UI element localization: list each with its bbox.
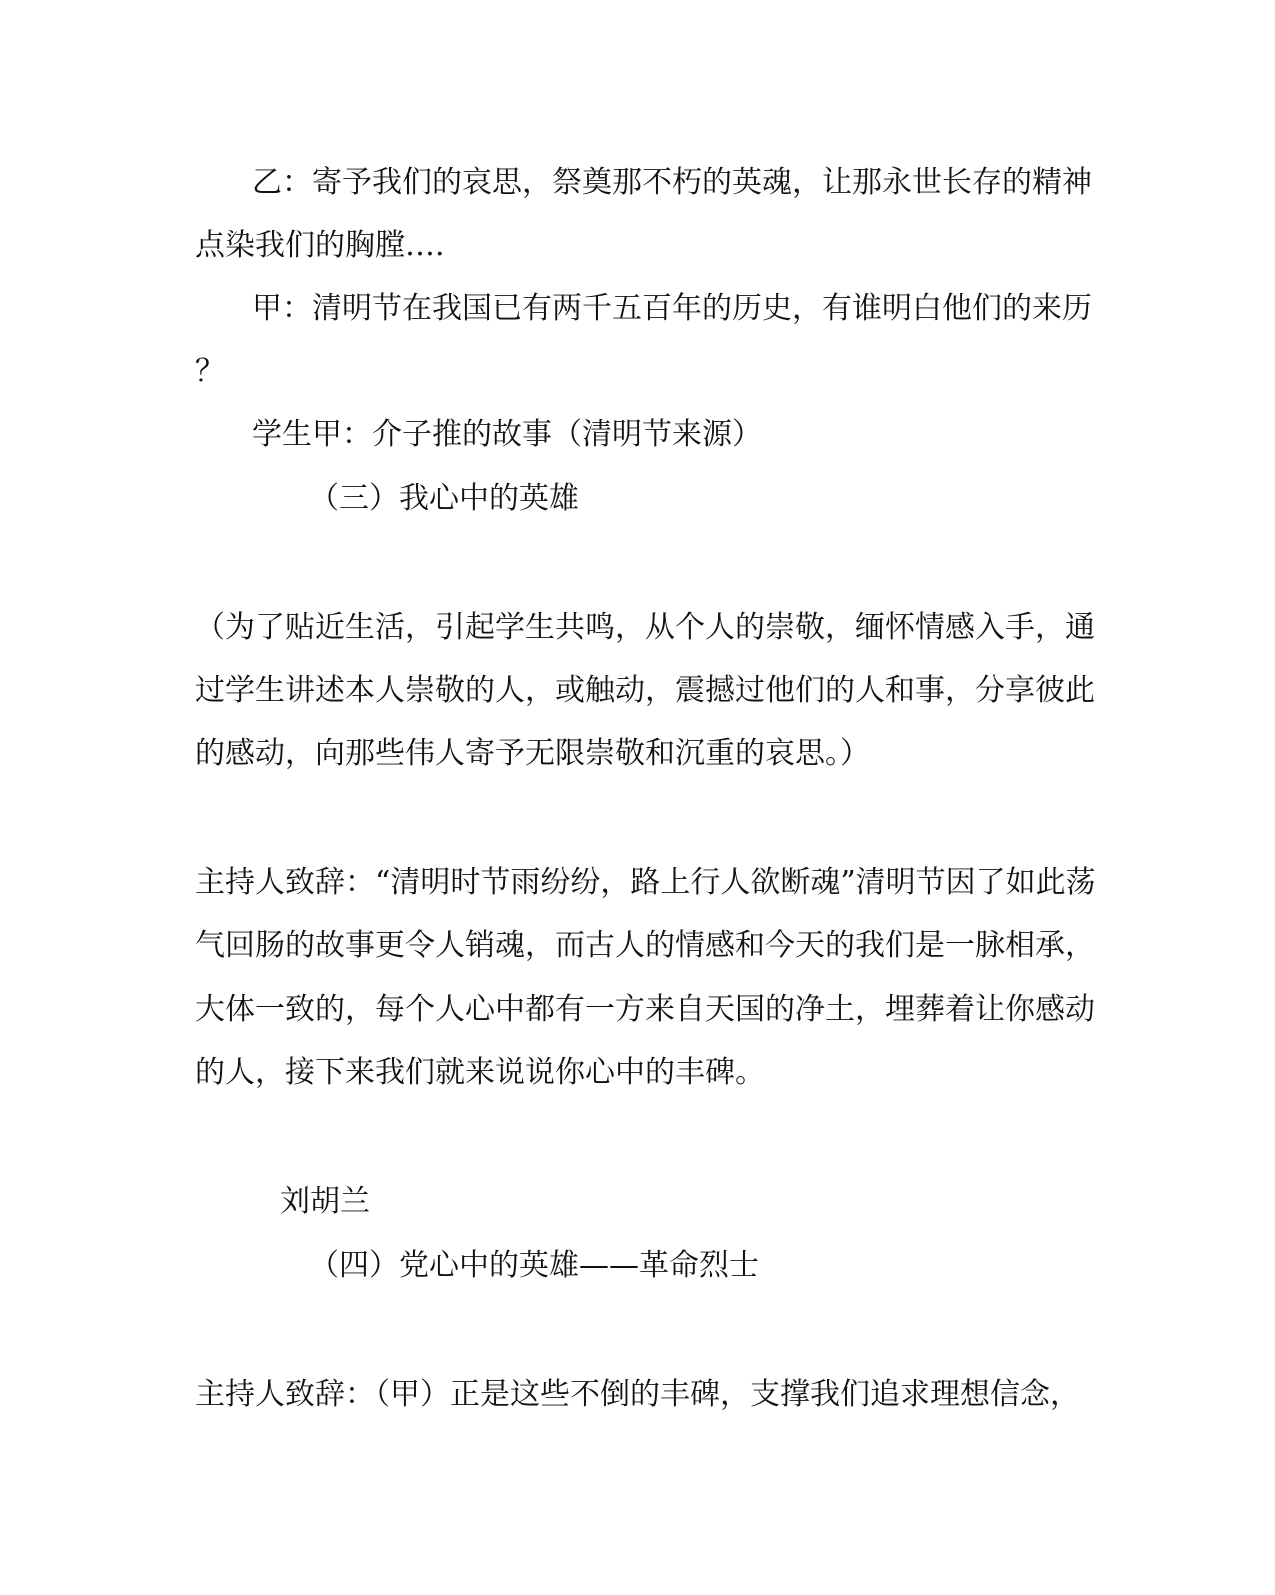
host-speech-line-1: 主持人致辞：“清明时节雨纷纷，路上行人欲断魂”清明节因了如此荡 (195, 865, 1096, 900)
note-paragraph-line-3: 的感动，向那些伟人寄予无限崇敬和沉重的哀思。） (195, 736, 870, 771)
host-speech-line-3: 大体一致的，每个人心中都有一方来自天国的净土，埋葬着让你感动 (195, 992, 1095, 1027)
host-speech-two-line-1: 主持人致辞：（甲）正是这些不倒的丰碑，支撑我们追求理想信念， (195, 1377, 1080, 1412)
host-speech-line-4: 的人，接下来我们就来说说你心中的丰碑。 (195, 1055, 765, 1090)
student-jia-line: 学生甲：介子推的故事（清明节来源） (252, 417, 762, 452)
section-four-heading: （四）党心中的英雄——革命烈士 (309, 1248, 759, 1283)
hero-name: 刘胡兰 (280, 1184, 370, 1219)
host-speech-line-2: 气回肠的故事更令人销魂，而古人的情感和今天的我们是一脉相承， (195, 928, 1095, 963)
paragraph-yi-line-2: 点染我们的胸膛…. (195, 228, 445, 263)
paragraph-jia-line-2: ？ (195, 354, 225, 389)
note-paragraph-line-1: （为了贴近生活，引起学生共鸣，从个人的崇敬，缅怀情感入手，通 (195, 610, 1095, 645)
paragraph-jia-line-1: 甲：清明节在我国已有两千五百年的历史，有谁明白他们的来历 (252, 291, 1092, 326)
paragraph-yi-line-1: 乙：寄予我们的哀思，祭奠那不朽的英魂，让那永世长存的精神 (252, 165, 1092, 200)
section-three-heading: （三）我心中的英雄 (309, 481, 579, 516)
note-paragraph-line-2: 过学生讲述本人崇敬的人，或触动，震撼过他们的人和事，分享彼此 (195, 673, 1095, 708)
